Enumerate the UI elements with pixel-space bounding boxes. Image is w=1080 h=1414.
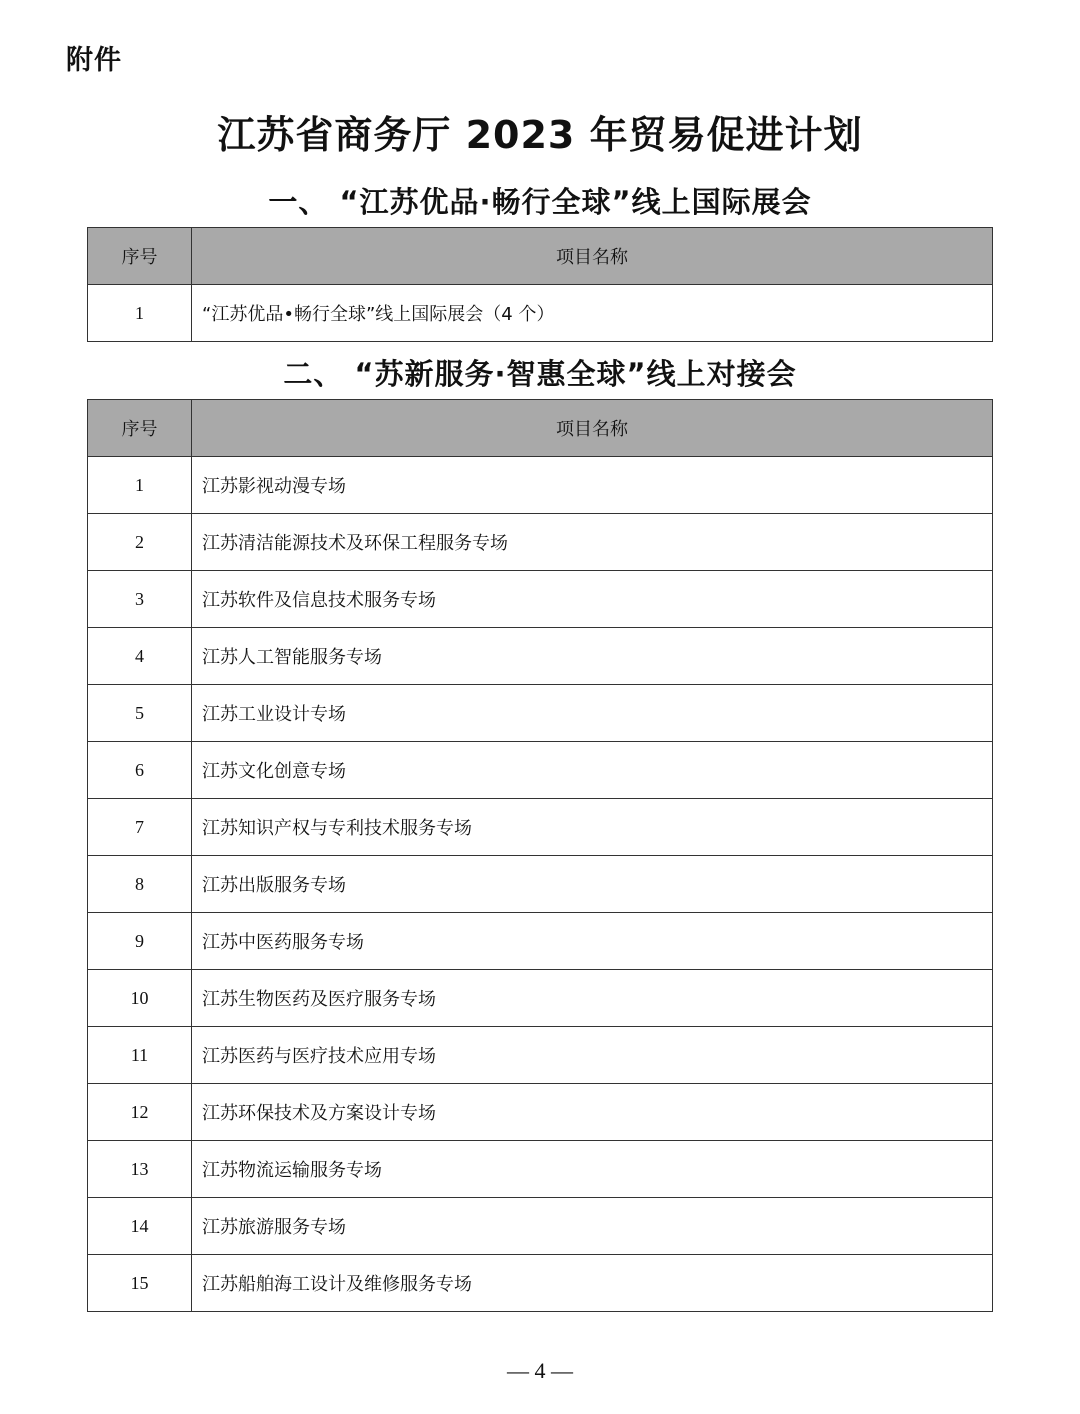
section1-table bbox=[87, 227, 993, 342]
table-header-row bbox=[88, 228, 993, 285]
serial-number-cell: 6 bbox=[88, 742, 192, 799]
table-row bbox=[88, 628, 993, 685]
table-row bbox=[88, 1141, 993, 1198]
serial-number-cell: 12 bbox=[88, 1084, 192, 1141]
project-name-cell: 江苏文化创意专场 bbox=[192, 742, 993, 799]
serial-number-cell: 15 bbox=[88, 1255, 192, 1312]
table-row bbox=[88, 685, 993, 742]
project-name-cell: 江苏知识产权与专利技术服务专场 bbox=[192, 799, 993, 856]
serial-number-cell: 7 bbox=[88, 799, 192, 856]
table-row bbox=[88, 1198, 993, 1255]
table-row bbox=[88, 913, 993, 970]
serial-number-cell: 11 bbox=[88, 1027, 192, 1084]
header-project-name: 项目名称 bbox=[192, 400, 993, 457]
serial-number-cell: 4 bbox=[88, 628, 192, 685]
table-row bbox=[88, 1027, 993, 1084]
page-number: — 4 — bbox=[507, 1358, 573, 1383]
project-name-cell: 江苏医药与医疗技术应用专场 bbox=[192, 1027, 993, 1084]
attachment-label: 附件 bbox=[66, 45, 122, 76]
project-name-cell: 江苏中医药服务专场 bbox=[192, 913, 993, 970]
section1-table-body bbox=[88, 285, 993, 342]
section2-heading: 二、 “苏新服务·智惠全球”线上对接会 bbox=[283, 357, 797, 391]
project-name-cell: 江苏环保技术及方案设计专场 bbox=[192, 1084, 993, 1141]
table-row bbox=[88, 457, 993, 514]
serial-number-cell: 3 bbox=[88, 571, 192, 628]
serial-number-cell: 1 bbox=[88, 457, 192, 514]
project-name-cell: 江苏工业设计专场 bbox=[192, 685, 993, 742]
header-project-name: 项目名称 bbox=[192, 228, 993, 285]
table-row bbox=[88, 970, 993, 1027]
serial-number-cell: 9 bbox=[88, 913, 192, 970]
project-name-cell: 江苏人工智能服务专场 bbox=[192, 628, 993, 685]
serial-number-cell: 5 bbox=[88, 685, 192, 742]
serial-number-cell: 10 bbox=[88, 970, 192, 1027]
header-serial-number: 序号 bbox=[88, 400, 192, 457]
table-row bbox=[88, 856, 993, 913]
table-header-row bbox=[88, 400, 993, 457]
project-name-cell: 江苏软件及信息技术服务专场 bbox=[192, 571, 993, 628]
table-row bbox=[88, 285, 993, 342]
serial-number-cell: 8 bbox=[88, 856, 192, 913]
project-name-cell: 江苏旅游服务专场 bbox=[192, 1198, 993, 1255]
project-name-cell: 江苏物流运输服务专场 bbox=[192, 1141, 993, 1198]
table-row bbox=[88, 1084, 993, 1141]
table-row bbox=[88, 514, 993, 571]
section1-heading: 一、 “江苏优品·畅行全球”线上国际展会 bbox=[268, 185, 812, 219]
section2-table-body bbox=[88, 457, 993, 1312]
project-name-cell: 江苏生物医药及医疗服务专场 bbox=[192, 970, 993, 1027]
table-row bbox=[88, 1255, 993, 1312]
table-row bbox=[88, 799, 993, 856]
serial-number-cell: 2 bbox=[88, 514, 192, 571]
project-name-cell: “江苏优品•畅行全球”线上国际展会（4 个） bbox=[192, 285, 993, 342]
project-name-cell: 江苏出版服务专场 bbox=[192, 856, 993, 913]
table-row bbox=[88, 571, 993, 628]
table-row bbox=[88, 742, 993, 799]
serial-number-cell: 13 bbox=[88, 1141, 192, 1198]
serial-number-cell: 1 bbox=[88, 285, 192, 342]
section2-table bbox=[87, 399, 993, 1312]
project-name-cell: 江苏清洁能源技术及环保工程服务专场 bbox=[192, 514, 993, 571]
document-title: 江苏省商务厅 2023 年贸易促进计划 bbox=[217, 113, 863, 157]
header-serial-number: 序号 bbox=[88, 228, 192, 285]
serial-number-cell: 14 bbox=[88, 1198, 192, 1255]
project-name-cell: 江苏船舶海工设计及维修服务专场 bbox=[192, 1255, 993, 1312]
project-name-cell: 江苏影视动漫专场 bbox=[192, 457, 993, 514]
